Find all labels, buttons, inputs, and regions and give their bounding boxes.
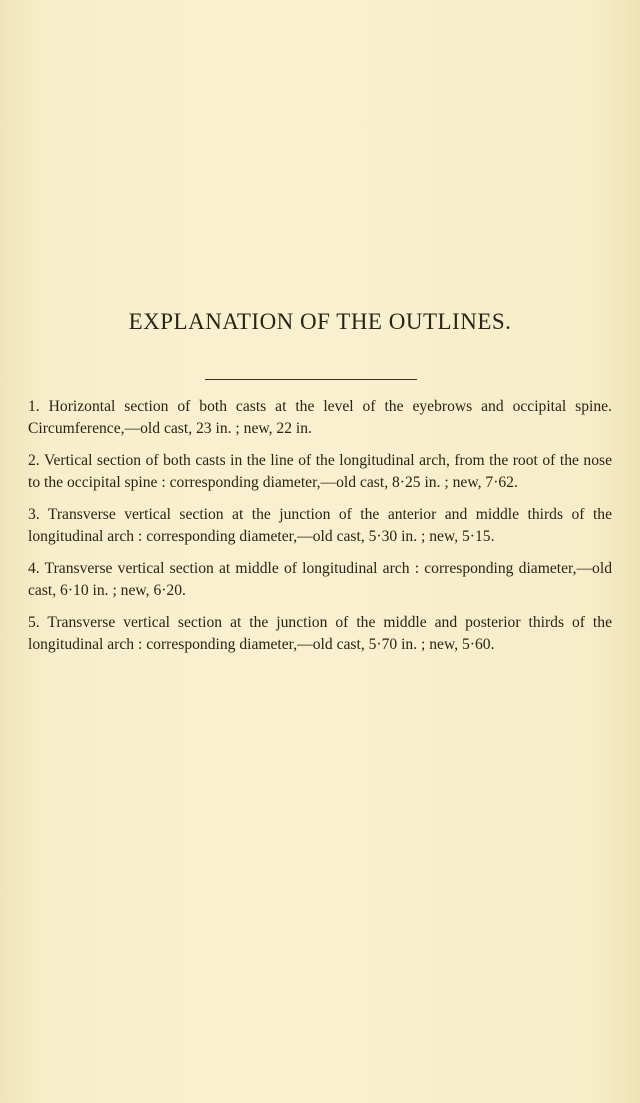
outline-entry-1	[28, 396, 612, 440]
entry-number: 3.	[28, 506, 40, 523]
outline-list	[28, 396, 612, 666]
heading-divider	[205, 379, 417, 380]
outline-entry-2	[28, 450, 612, 494]
entry-text: Horizontal section of both casts at the level of the eyebrows and occipital spine. Circumference,—old cast, 23 in. ; new, 22 in.	[28, 398, 612, 437]
entry-text: Vertical section of both casts in the line of the longitudinal arch, from the root of the nose to the occipital spine : corresponding diameter,—old cast, 8·25 in. ; new, 7·62.	[28, 452, 612, 491]
entry-number: 1.	[28, 398, 40, 415]
outline-entry-4	[28, 558, 612, 602]
entry-number: 2.	[28, 452, 40, 469]
entry-text: Transverse vertical section at the junction of the anterior and middle thirds of the longitudinal arch : corresponding diameter,—old cast, 5·30 in. ; new, 5·15.	[28, 506, 612, 545]
outline-entry-3	[28, 504, 612, 548]
outline-entry-5	[28, 612, 612, 656]
entry-number: 5.	[28, 614, 40, 631]
entry-text: Transverse vertical section at the junction of the middle and posterior thirds of the longitudinal arch : corresponding diameter,—old cast, 5·70 in. ; new, 5·60.	[28, 614, 612, 653]
entry-number: 4.	[28, 560, 40, 577]
entry-text: Transverse vertical section at middle of longitudinal arch : corresponding diameter,—old cast, 6·10 in. ; new, 6·20.	[28, 560, 612, 599]
page-heading: EXPLANATION OF THE OUTLINES.	[128, 309, 512, 334]
